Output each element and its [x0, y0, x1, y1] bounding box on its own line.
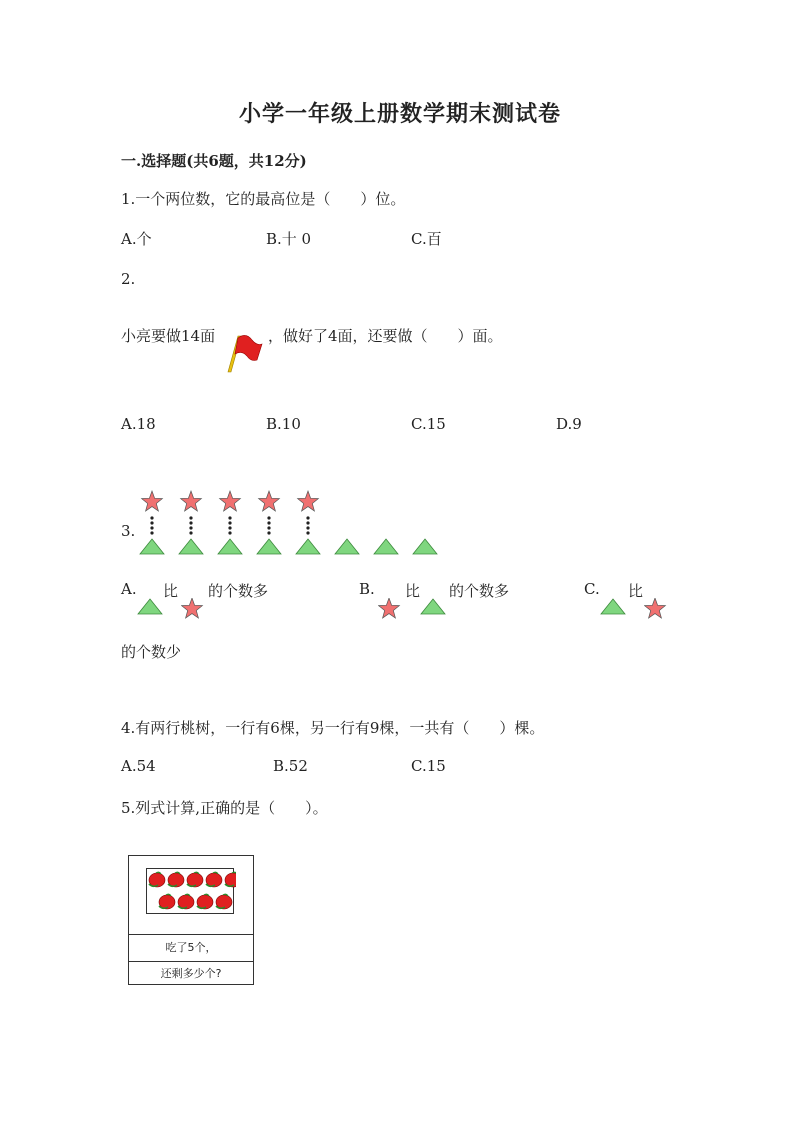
flag-icon	[224, 330, 264, 374]
q3-option-c-suffix: 的个数少	[121, 643, 182, 661]
triangle-icon	[137, 598, 163, 615]
q4-stem: 4.有两行桃树，一行有6棵，另一行有9棵，一共有（ ）棵。	[121, 719, 545, 737]
fruit-icon	[149, 872, 165, 887]
triangle-icon	[374, 539, 398, 554]
fruit-icon	[159, 894, 175, 909]
triangle-icon	[413, 539, 437, 554]
star-icon	[644, 598, 667, 620]
q2-option-d[interactable]: D.9	[556, 415, 582, 433]
page-title: 小学一年级上册数学期末测试卷	[238, 101, 561, 127]
fruit-icon	[197, 894, 213, 909]
q2-option-c[interactable]: C.15	[411, 415, 446, 433]
q3-option-b-bi: 比	[405, 582, 421, 600]
fruit-picture	[129, 856, 253, 935]
fruit-icon	[178, 894, 194, 909]
fruit-icon	[225, 872, 236, 887]
star-icon	[259, 491, 280, 511]
q2-text-part1: 小亮要做14面	[121, 327, 216, 345]
triangle-icon	[179, 539, 203, 554]
star-icon	[142, 491, 163, 511]
triangle-icon	[600, 598, 626, 615]
q2-text-part2: ，做好了4面，还要做（ ）面。	[268, 327, 503, 345]
card-line-1: 吃了5个，	[129, 935, 253, 962]
q1-option-a[interactable]: A.个	[121, 230, 152, 248]
fruit-icon	[168, 872, 184, 887]
triangle-icon	[218, 539, 242, 554]
fruit-icon	[206, 872, 222, 887]
triangle-icon	[257, 539, 281, 554]
q2-option-a[interactable]: A.18	[121, 415, 156, 433]
q5-stem: 5.列式计算,正确的是（ ）。	[121, 799, 328, 817]
card-line-2: 还剩多少个?	[160, 967, 222, 980]
triangle-icon	[140, 539, 164, 554]
triangle-icon	[335, 539, 359, 554]
star-icon	[220, 491, 241, 511]
star-triangle-figure	[138, 489, 448, 557]
q3-option-a-bi: 比	[163, 582, 179, 600]
q1-stem: 1.一个两位数，它的最高位是（ ）位。	[121, 190, 406, 208]
q2-number: 2.	[121, 270, 136, 288]
section-heading: 一.选择题(共6题，共12分)	[121, 152, 307, 170]
q3-number: 3.	[121, 522, 136, 540]
q3-option-b-prefix[interactable]: B.	[359, 580, 375, 598]
star-icon	[378, 598, 401, 620]
star-icon	[298, 491, 319, 511]
q4-option-a[interactable]: A.54	[121, 757, 156, 775]
triangle-icon	[296, 539, 320, 554]
q3-option-a-prefix[interactable]: A.	[121, 580, 137, 598]
triangle-icon	[420, 598, 446, 615]
q3-option-a-suffix: 的个数多	[208, 582, 269, 600]
star-icon	[181, 598, 204, 620]
q4-option-b[interactable]: B.52	[273, 757, 308, 775]
fruit-problem-card	[128, 855, 254, 985]
q1-option-b[interactable]: B.十 0	[266, 230, 312, 248]
q1-option-c[interactable]: C.百	[411, 230, 442, 248]
star-icon	[181, 491, 202, 511]
fruit-icon	[187, 872, 203, 887]
q4-option-c[interactable]: C.15	[411, 757, 446, 775]
fruit-icon	[216, 894, 232, 909]
q3-option-c-prefix[interactable]: C.	[584, 580, 600, 598]
q3-option-c-bi: 比	[628, 582, 644, 600]
q3-option-b-suffix: 的个数多	[449, 582, 510, 600]
fruit-icons	[146, 870, 236, 914]
q2-option-b[interactable]: B.10	[266, 415, 301, 433]
